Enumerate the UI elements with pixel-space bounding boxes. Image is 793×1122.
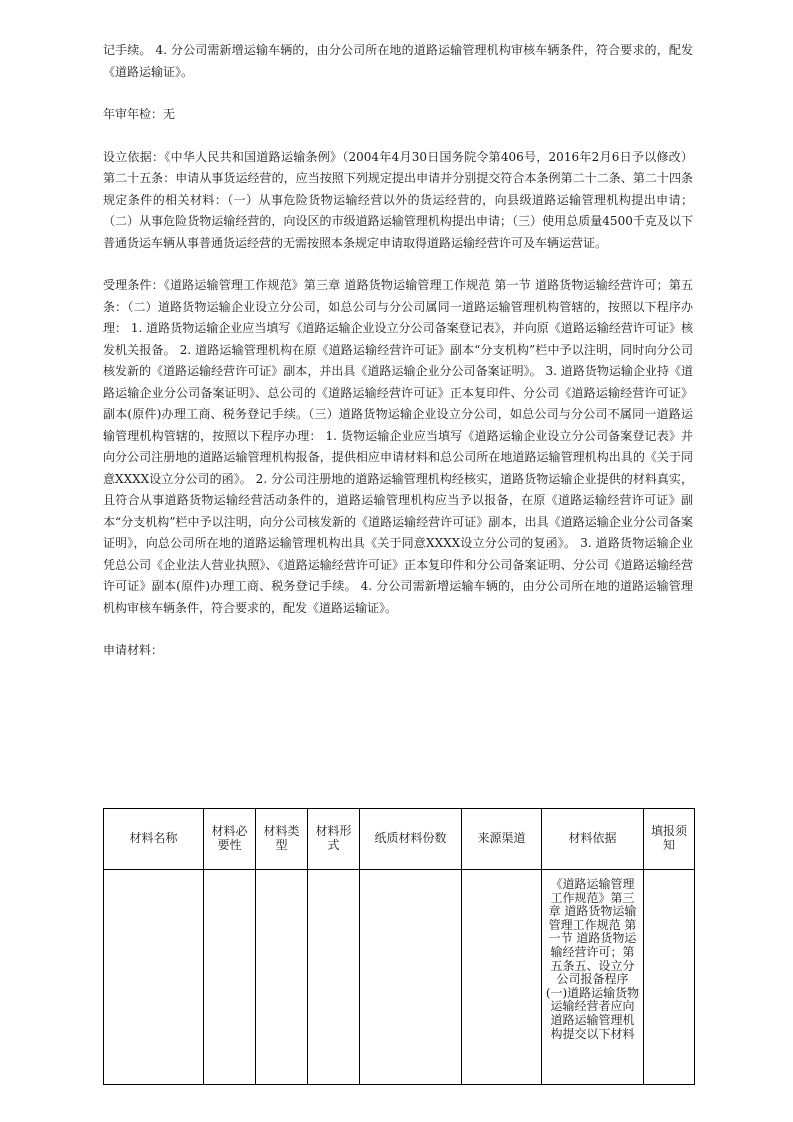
header-paper-copies: 纸质材料份数 <box>360 809 462 870</box>
header-material-type: 材料类型 <box>256 809 308 870</box>
cell-filling-notes <box>644 870 695 1085</box>
header-material-form: 材料形式 <box>308 809 360 870</box>
cell-source-channel <box>462 870 542 1085</box>
cell-material-basis: 《道路运输管理工作规范》第三章 道路货物运输管理工作规范 第一节 道路货物运输经营许可；第五条五、设立分公司报备程序 (一)道路运输货物运输经营者应向道路运输管理机构提交以下材料 <box>542 870 644 1085</box>
paragraph-materials-heading: 申请材料： <box>103 643 164 657</box>
table-header-row <box>104 809 695 870</box>
document-body <box>103 40 693 662</box>
paragraph-continuation: 记手续。 4. 分公司需新增运输车辆的，由分公司所在地的道路运输管理机构审核车辆条件，符合要求的，配发《道路运输证》。 <box>103 43 693 79</box>
header-source-channel: 来源渠道 <box>462 809 542 870</box>
cell-material-form <box>308 870 360 1085</box>
cell-necessity <box>204 870 256 1085</box>
cell-material-type <box>256 870 308 1085</box>
table-row <box>104 870 695 1085</box>
header-material-basis: 材料依据 <box>542 809 644 870</box>
cell-material-name <box>104 870 204 1085</box>
materials-table <box>103 808 695 1085</box>
paragraph-legal-basis: 设立依据：《中华人民共和国道路运输条例》（2004年4月30日国务院令第406号，2016年2月6日予以修改）第二十五条：申请从事货运经营的，应当按照下列规定提出申请并分别提交符合本条例第二十二条、第二十四条规定条件的相关材料：（一）从事危险货物运输经营以外的货运经营的，向县级道路运输管理机构提出申请；（二）从事危险货物运输经营的，向设区的市级道路运输管理机构提出申请；（三）使用总质量4500千克及以下普通货运车辆从事普通货运经营的无需按照本条规定申请取得道路运输经营许可及车辆运营证。 <box>103 149 693 250</box>
paragraph-acceptance-conditions: 受理条件：《道路运输管理工作规范》第三章 道路货物运输管理工作规范 第一节 道路货物运输经营许可；第五条：（二）道路货物运输企业设立分公司，如总公司与分公司属同一道路运输管理机构管辖的，按照以下程序办理： 1. 道路货物运输企业应当填写《道路运输企业设立分公司备案登记表》，并向原《道路运输经营许可证》核发机关报备。 2. 道路运输管理机构在原《道路运输经营许可证》副本“分支机构”栏中予以注明，同时向分公司核发新的《道路运输经营许可证》副本，并出具《道路运输企业分公司备案证明》。 3. 道路货物运输企业持《道路运输企业分公司备案证明》、总公司的《道路运输经营许可证》正本复印件、分公司《道路运输经营许可证》副本(原件)办理工商、税务登记手续。（三）道路货物运输企业设立分公司，如总公司与分公司不属同一道路运输管理机构管辖的，按照以下程序办理： 1. 货物运输企业应当填写《道路运输企业设立分公司备案登记表》并向分公司注册地的道路运输管理机构报备，提供相应申请材料和总公司所在地道路运输管理机构出具的《关于同意XXXX设立分公司的函》。 2. 分公司注册地的道路运输管理机构经核实，道路货物运输企业提供的材料真实，且符合从事道路货物运输经营活动条件的，道路运输管理机构应当予以报备，在原《道路运输经营许可证》副本“分支机构”栏中予以注明，向分公司核发新的《道路运输经营许可证》副本，出具《道路运输企业分公司备案证明》，向总公司所在地的道路运输管理机构出具《关于同意XXXX设立分公司的复函》。 3. 道路货物运输企业凭总公司《企业法人营业执照》、《道路运输经营许可证》正本复印件和分公司备案证明、分公司《道路运输经营许可证》副本(原件)办理工商、税务登记手续。 4. 分公司需新增运输车辆的，由分公司所在地的道路运输管理机构审核车辆条件，符合要求的，配发《道路运输证》。 <box>103 278 693 615</box>
header-necessity: 材料必要性 <box>204 809 256 870</box>
header-filling-notes: 填报须知 <box>644 809 695 870</box>
header-material-name: 材料名称 <box>104 809 204 870</box>
cell-paper-copies <box>360 870 462 1085</box>
paragraph-annual-review: 年审年检：无 <box>103 107 176 121</box>
